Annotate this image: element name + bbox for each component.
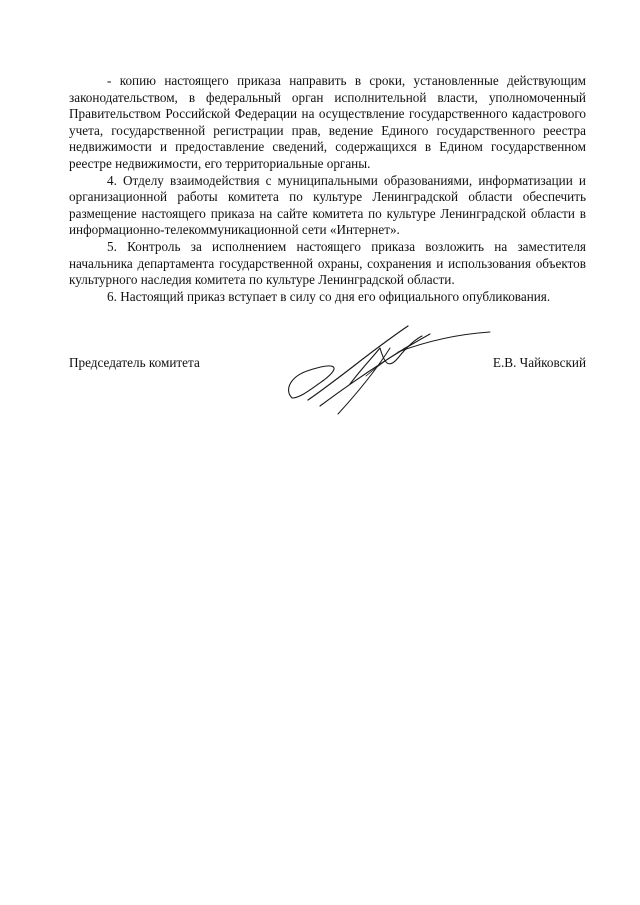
paragraph-cadastral-notice: - копию настоящего приказа направить в сроки, установленные действующим законодательством, в федеральный орган исполнительной власти, уполномоченный Правительством Российской Федерации на осуществление государственного кадастрового учета, государственной регистрации прав, ведение Единого государственного реестра недвижимости и предоставление сведений, содержащихся в Едином государственном реестре недвижимости, его территориальные органы. [69, 73, 586, 171]
signature-block [69, 355, 586, 375]
paragraph-item-6: 6. Настоящий приказ вступает в силу со дня его официального опубликования. [107, 288, 551, 304]
paragraph-item-4: 4. Отделу взаимодействия с муниципальными образованиями, информатизации и организационной работы комитета по культуре Ленинградской области обеспечить размещение настоящего приказа на сайте комитета по культуре Ленинградской области в информационно-телекоммуникационной сети «Интернет». [69, 172, 586, 238]
signatory-name: Е.В. Чайковский [492, 355, 586, 370]
signatory-position: Председатель комитета [69, 355, 200, 370]
document-body [69, 73, 586, 305]
paragraph-item-5: 5. Контроль за исполнением настоящего приказа возложить на заместителя начальника департамента государственной охраны, сохранения и использования объектов культурного наследия комитета по культуре Ленинградской области. [69, 238, 586, 288]
